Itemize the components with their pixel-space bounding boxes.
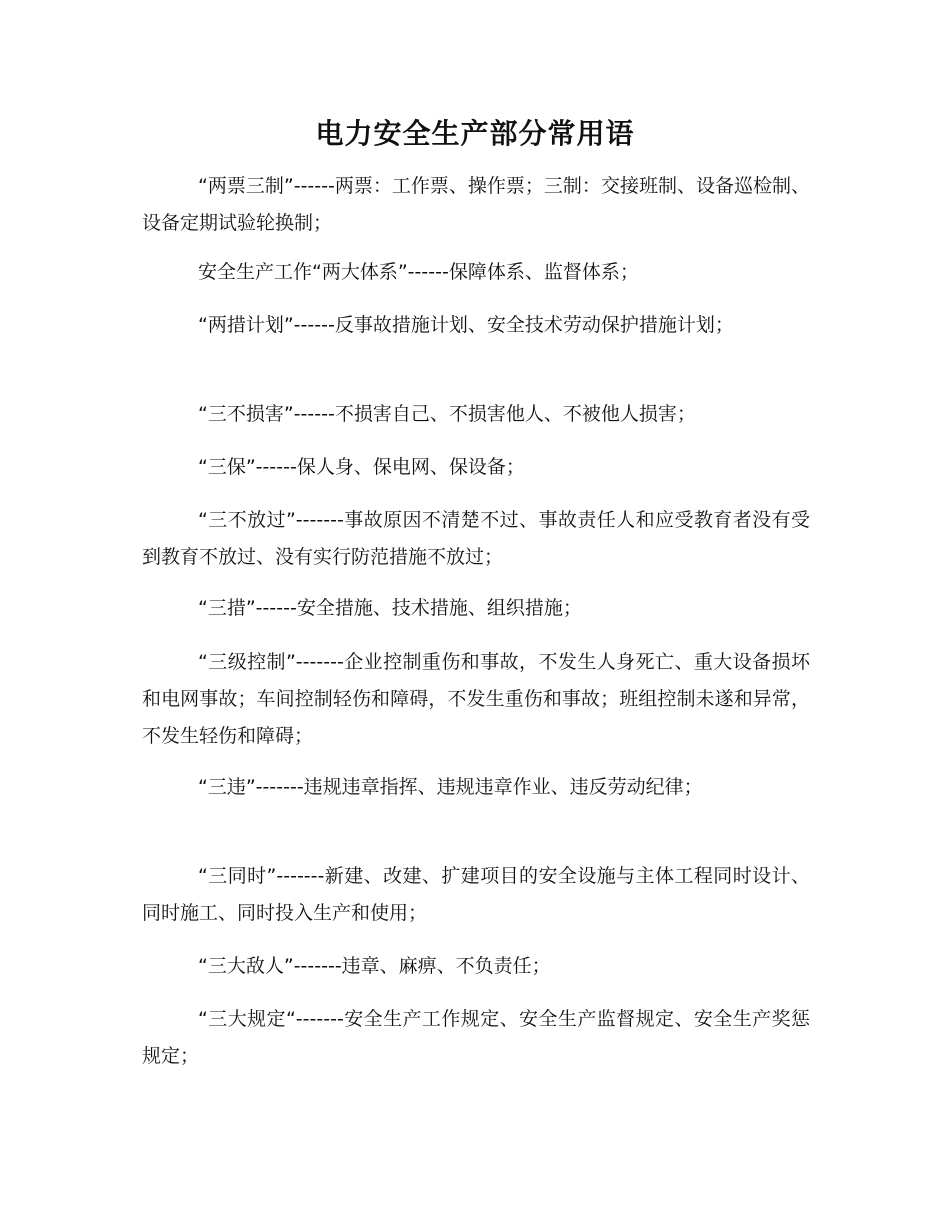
page-title: 电力安全生产部分常用语	[315, 117, 635, 150]
paragraph-two-measures-plan: “两措计划”------反事故措施计划、安全技术劳动保护措施计划；	[198, 314, 734, 336]
paragraph-three-not-let-go: “三不放过”-------事故原因不清楚不过、事故责任人和应受教育者没有受到教育不放过、没有实行防范措施不放过；	[142, 509, 810, 568]
paragraph-three-level-control: “三级控制”-------企业控制重伤和事故，不发生人身死亡、重大设备损坏和电网事故；车间控制轻伤和障碍，不发生重伤和事故；班组控制未遂和异常，不发生轻伤和障碍；	[142, 651, 810, 747]
paragraph-three-regulations: “三大规定“-------安全生产工作规定、安全生产监督规定、安全生产奖惩规定；	[142, 1008, 810, 1067]
paragraph-three-no-harm: “三不损害”------不损害自己、不损害他人、不被他人损害；	[198, 403, 696, 425]
paragraph-three-measures: “三措”------安全措施、技术措施、组织措施；	[198, 597, 582, 619]
paragraph-three-protections: “三保”------保人身、保电网、保设备；	[198, 456, 525, 478]
paragraph-two-systems: 安全生产工作“两大体系”------保障体系、监督体系；	[198, 261, 639, 283]
paragraph-two-tickets-three-systems: “两票三制”------两票：工作票、操作票；三制：交接班制、设备巡检制、设备定期试验轮换制；	[142, 175, 810, 234]
paragraph-three-simultaneous: “三同时”-------新建、改建、扩建项目的安全设施与主体工程同时设计、同时施工、同时投入生产和使用；	[142, 865, 810, 924]
paragraph-three-violations: “三违”-------违规违章指挥、违规违章作业、违反劳动纪律；	[198, 776, 703, 798]
paragraph-three-enemies: “三大敌人”-------违章、麻痹、不负责任；	[198, 955, 551, 977]
